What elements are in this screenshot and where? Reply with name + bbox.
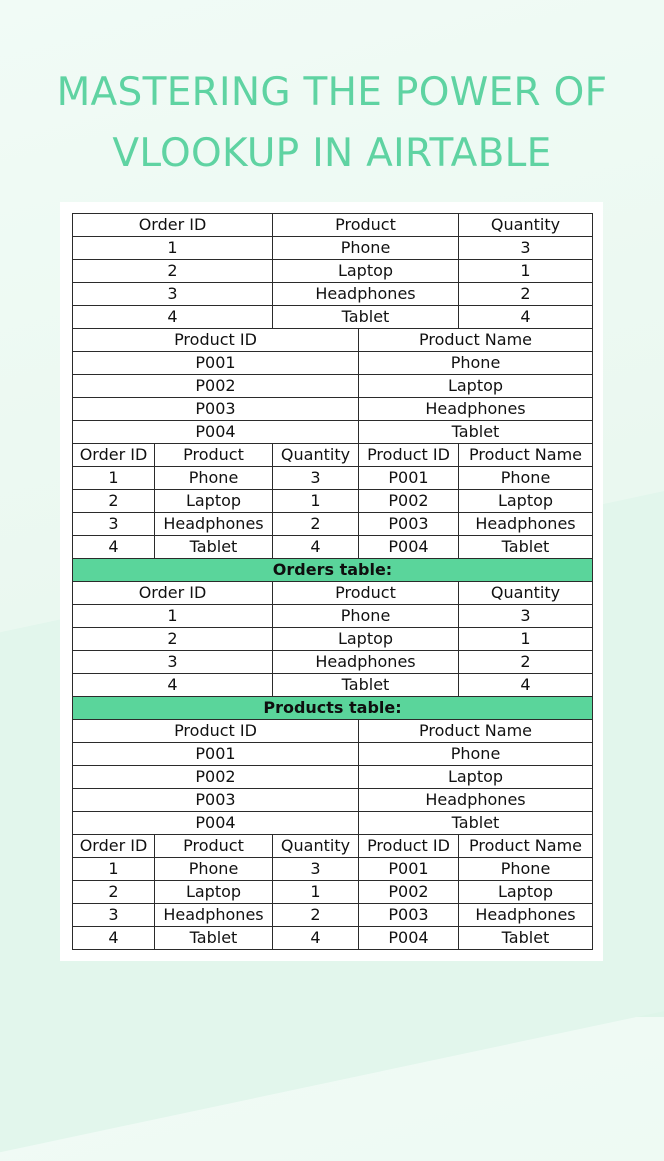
combined-table-1-header-cell[interactable]: Quantity xyxy=(273,444,359,467)
orders-table-2-row xyxy=(73,605,593,628)
orders-table-1-cell[interactable]: 1 xyxy=(73,237,273,260)
combined-table-1-cell[interactable]: 1 xyxy=(273,490,359,513)
combined-table-2-header-cell[interactable]: Product ID xyxy=(359,835,459,858)
products-table-2-cell[interactable]: Phone xyxy=(359,743,593,766)
combined-table-2-cell[interactable]: Headphones xyxy=(155,904,273,927)
orders-table-2-cell[interactable]: Headphones xyxy=(273,651,459,674)
products-table-1-cell[interactable]: Laptop xyxy=(359,375,593,398)
products-table-1-row xyxy=(73,352,593,375)
orders-table-2-cell[interactable]: 4 xyxy=(459,674,593,697)
orders-table-1-cell[interactable]: 2 xyxy=(459,283,593,306)
orders-table-1-cell[interactable]: 2 xyxy=(73,260,273,283)
combined-table-2-cell[interactable]: 1 xyxy=(273,881,359,904)
orders-table-label[interactable]: Orders table: xyxy=(73,559,593,582)
orders-table-2-cell[interactable]: 3 xyxy=(459,605,593,628)
page-title xyxy=(0,62,664,184)
orders-table-1-header-row xyxy=(73,214,593,237)
combined-table-2-cell[interactable]: Tablet xyxy=(459,927,593,950)
combined-table-1-cell[interactable]: 2 xyxy=(73,490,155,513)
combined-table-2-header-cell[interactable]: Product Name xyxy=(459,835,593,858)
combined-table-2-cell[interactable]: Laptop xyxy=(155,881,273,904)
products-table-2-cell[interactable]: Tablet xyxy=(359,812,593,835)
products-table-2-cell[interactable]: P004 xyxy=(73,812,359,835)
combined-table-1-row xyxy=(73,513,593,536)
products-table-1-cell[interactable]: Phone xyxy=(359,352,593,375)
combined-table-2-cell[interactable]: Laptop xyxy=(459,881,593,904)
orders-table-1-header-cell[interactable]: Product xyxy=(273,214,459,237)
products-table-1-cell[interactable]: P003 xyxy=(73,398,359,421)
products-table-1-row xyxy=(73,398,593,421)
products-table-2-row xyxy=(73,789,593,812)
combined-table-2-cell[interactable]: 3 xyxy=(73,904,155,927)
combined-table-1-cell[interactable]: Headphones xyxy=(459,513,593,536)
title-line-1: MASTERING THE POWER OF xyxy=(56,70,608,115)
combined-table-1-cell[interactable]: Laptop xyxy=(459,490,593,513)
combined-table-1-cell[interactable]: 3 xyxy=(273,467,359,490)
orders-table-2-row xyxy=(73,651,593,674)
combined-table-1-header-row xyxy=(73,444,593,467)
products-table-1-cell[interactable]: P002 xyxy=(73,375,359,398)
products-table-2-header-cell[interactable]: Product ID xyxy=(73,720,359,743)
combined-table-2-header-cell[interactable]: Order ID xyxy=(73,835,155,858)
orders-table-1-cell[interactable]: Laptop xyxy=(273,260,459,283)
combined-table-2-cell[interactable]: P004 xyxy=(359,927,459,950)
combined-table-2-row xyxy=(73,858,593,881)
products-table-2-row xyxy=(73,766,593,789)
orders-table-2-header-cell[interactable]: Quantity xyxy=(459,582,593,605)
orders-table-1-cell[interactable]: 4 xyxy=(73,306,273,329)
combined-table-2-cell[interactable]: Tablet xyxy=(155,927,273,950)
combined-table-1-cell[interactable]: Tablet xyxy=(459,536,593,559)
combined-table-2-cell[interactable]: 2 xyxy=(73,881,155,904)
orders-table-1-cell[interactable]: 3 xyxy=(459,237,593,260)
products-table-label-row xyxy=(73,697,593,720)
combined-table-1-cell[interactable]: P003 xyxy=(359,513,459,536)
products-table-2-row xyxy=(73,743,593,766)
products-table-2-cell[interactable]: P003 xyxy=(73,789,359,812)
combined-table-2-header-cell[interactable]: Product xyxy=(155,835,273,858)
products-table-2-row xyxy=(73,812,593,835)
combined-table-2-cell[interactable]: Phone xyxy=(155,858,273,881)
orders-table-1-header-cell[interactable]: Order ID xyxy=(73,214,273,237)
combined-table-2-cell[interactable]: Headphones xyxy=(459,904,593,927)
combined-table-1-row xyxy=(73,536,593,559)
products-table-1-header-cell[interactable]: Product Name xyxy=(359,329,593,352)
orders-table-2-row xyxy=(73,628,593,651)
products-table-1-row xyxy=(73,421,593,444)
orders-table-2-header-cell[interactable]: Order ID xyxy=(73,582,273,605)
orders-table-label-row xyxy=(73,559,593,582)
combined-table-1-cell[interactable]: Laptop xyxy=(155,490,273,513)
products-table-2-cell[interactable]: Headphones xyxy=(359,789,593,812)
products-table-label[interactable]: Products table: xyxy=(73,697,593,720)
combined-table-1-row xyxy=(73,490,593,513)
products-table-1-cell[interactable]: P004 xyxy=(73,421,359,444)
products-table-1-cell[interactable]: Headphones xyxy=(359,398,593,421)
products-table-1-header-cell[interactable]: Product ID xyxy=(73,329,359,352)
title-line-2: VLOOKUP IN AIRTABLE xyxy=(112,131,552,176)
orders-table-1-row xyxy=(73,306,593,329)
combined-table-2-row xyxy=(73,881,593,904)
products-table-1-cell[interactable]: Tablet xyxy=(359,421,593,444)
orders-table-2-cell[interactable]: Tablet xyxy=(273,674,459,697)
spreadsheet-table xyxy=(72,213,593,950)
products-table-2-cell[interactable]: P001 xyxy=(73,743,359,766)
orders-table-2-cell[interactable]: 1 xyxy=(459,628,593,651)
combined-table-2-cell[interactable]: 2 xyxy=(273,904,359,927)
orders-table-1-cell[interactable]: Headphones xyxy=(273,283,459,306)
combined-table-2-header-row xyxy=(73,835,593,858)
orders-table-2-cell[interactable]: 4 xyxy=(73,674,273,697)
combined-table-1-cell[interactable]: 4 xyxy=(273,536,359,559)
products-table-2-cell[interactable]: Laptop xyxy=(359,766,593,789)
products-table-1-header-row xyxy=(73,329,593,352)
products-table-1-cell[interactable]: P001 xyxy=(73,352,359,375)
combined-table-1-cell[interactable]: 4 xyxy=(73,536,155,559)
combined-table-2-cell[interactable]: 1 xyxy=(73,858,155,881)
combined-table-1-cell[interactable]: 2 xyxy=(273,513,359,536)
orders-table-2-header-cell[interactable]: Product xyxy=(273,582,459,605)
combined-table-1-cell[interactable]: P004 xyxy=(359,536,459,559)
orders-table-1-cell[interactable]: 1 xyxy=(459,260,593,283)
combined-table-1-cell[interactable]: 1 xyxy=(73,467,155,490)
orders-table-2-cell[interactable]: Phone xyxy=(273,605,459,628)
products-table-1-row xyxy=(73,375,593,398)
combined-table-1-header-cell[interactable]: Product ID xyxy=(359,444,459,467)
combined-table-2-cell[interactable]: P003 xyxy=(359,904,459,927)
products-table-2-header-cell[interactable]: Product Name xyxy=(359,720,593,743)
orders-table-1-cell[interactable]: Phone xyxy=(273,237,459,260)
orders-table-1-cell[interactable]: 3 xyxy=(73,283,273,306)
combined-table-1-cell[interactable]: Headphones xyxy=(155,513,273,536)
combined-table-1-cell[interactable]: 3 xyxy=(73,513,155,536)
orders-table-2-cell[interactable]: 2 xyxy=(73,628,273,651)
combined-table-2-cell[interactable]: 4 xyxy=(273,927,359,950)
combined-table-1-header-cell[interactable]: Order ID xyxy=(73,444,155,467)
orders-table-2-cell[interactable]: 1 xyxy=(73,605,273,628)
combined-table-2-cell[interactable]: Phone xyxy=(459,858,593,881)
combined-table-2-cell[interactable]: 4 xyxy=(73,927,155,950)
products-table-2-header-row xyxy=(73,720,593,743)
combined-table-1-header-cell[interactable]: Product xyxy=(155,444,273,467)
combined-table-2-cell[interactable]: P002 xyxy=(359,881,459,904)
combined-table-2-cell[interactable]: P001 xyxy=(359,858,459,881)
combined-table-1-cell[interactable]: P002 xyxy=(359,490,459,513)
combined-table-2-row xyxy=(73,927,593,950)
orders-table-2-cell[interactable]: 3 xyxy=(73,651,273,674)
combined-table-1-cell[interactable]: P001 xyxy=(359,467,459,490)
products-table-2-cell[interactable]: P002 xyxy=(73,766,359,789)
combined-table-1-row xyxy=(73,467,593,490)
orders-table-2-cell[interactable]: Laptop xyxy=(273,628,459,651)
orders-table-1-row xyxy=(73,283,593,306)
orders-table-1-cell[interactable]: 4 xyxy=(459,306,593,329)
orders-table-2-row xyxy=(73,674,593,697)
orders-table-1-row xyxy=(73,260,593,283)
orders-table-1-cell[interactable]: Tablet xyxy=(273,306,459,329)
orders-table-1-row xyxy=(73,237,593,260)
combined-table-1-cell[interactable]: Tablet xyxy=(155,536,273,559)
combined-table-2-header-cell[interactable]: Quantity xyxy=(273,835,359,858)
combined-table-2-cell[interactable]: 3 xyxy=(273,858,359,881)
combined-table-2-row xyxy=(73,904,593,927)
combined-table-1-cell[interactable]: Phone xyxy=(155,467,273,490)
orders-table-1-header-cell[interactable]: Quantity xyxy=(459,214,593,237)
combined-table-1-cell[interactable]: Phone xyxy=(459,467,593,490)
orders-table-2-cell[interactable]: 2 xyxy=(459,651,593,674)
orders-table-2-header-row xyxy=(73,582,593,605)
combined-table-1-header-cell[interactable]: Product Name xyxy=(459,444,593,467)
